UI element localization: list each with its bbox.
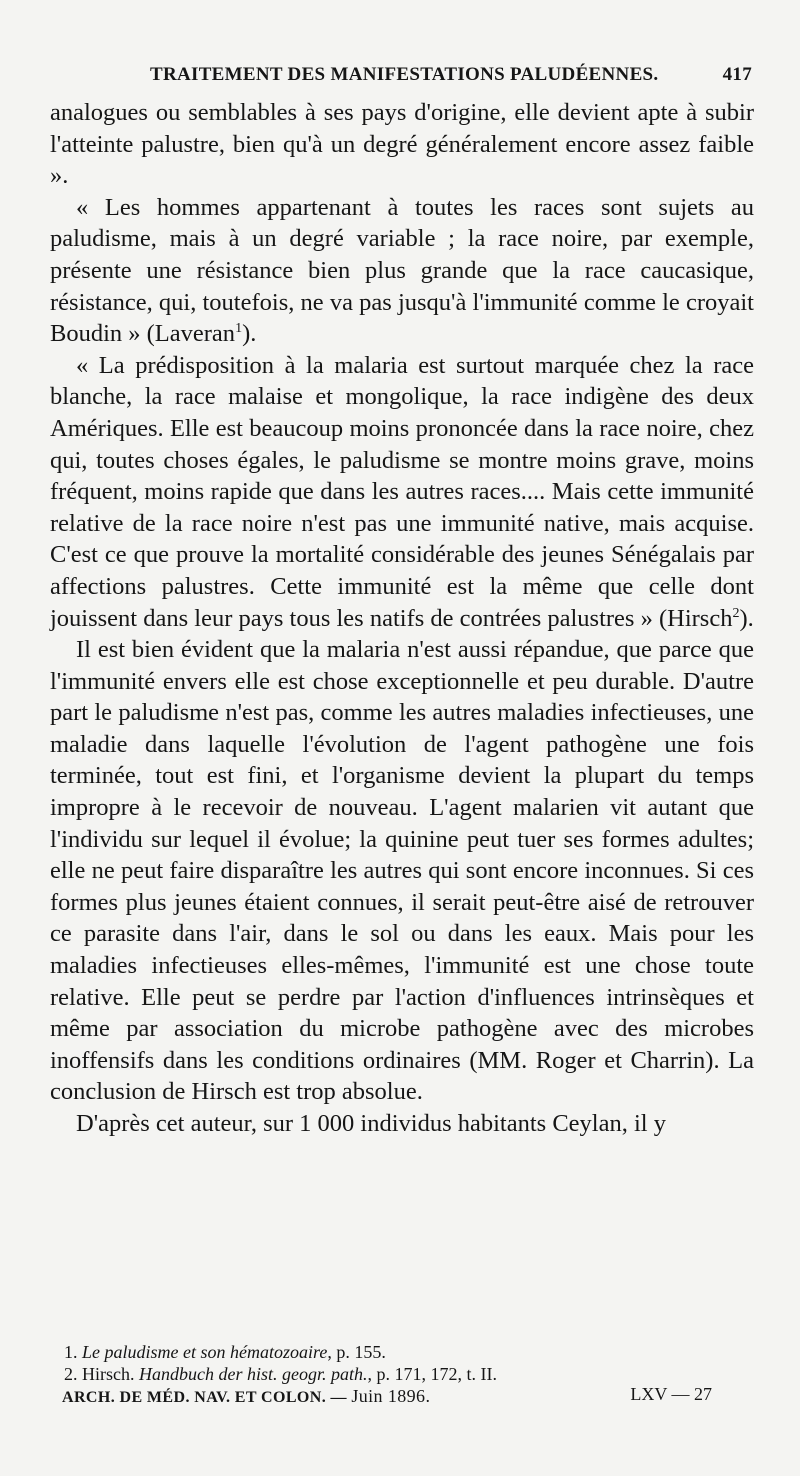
running-head: [50, 64, 752, 94]
footnote-title: Handbuch der hist. geogr. path.: [139, 1364, 368, 1384]
paragraph: [50, 350, 754, 634]
footnote-number: 1.: [64, 1342, 78, 1362]
journal-signature: [62, 1386, 430, 1407]
paragraph-text-end: ).: [242, 320, 257, 348]
paragraph: [50, 97, 754, 192]
paragraph: [50, 192, 754, 350]
footnote: [64, 1341, 754, 1363]
page-number: 417: [722, 64, 752, 85]
journal-date: Juin 1896.: [351, 1386, 431, 1406]
journal-name: ARCH. DE MÉD. NAV. ET COLON. —: [62, 1389, 347, 1406]
footnote-title: Le paludisme et son hématozoaire: [82, 1342, 328, 1362]
paragraph-text: « La prédisposition à la malaria est surtout marquée chez la race blanche, la race malaise et mongolique, la race indigène des deux Amériques. Elle est beaucoup moins prononcée dans la race noire, chez qui, toutes choses égales, le paludisme se montre moins grave, moins fréquent, moins rapide que dans les autres races.... Mais cette immunité relative de la race noire n'est pas une immunité native, mais acquise. C'est ce que prouve la mortalité considérable des jeunes Sénégalais par affections palustres. Cette immunité est la même que celle dont jouissent dans leur pays tous les natifs de contrées palustres » (Hirsch: [50, 351, 754, 632]
footnotes: [64, 1341, 754, 1385]
footnote-rest: , p. 171, 172, t. II.: [367, 1364, 497, 1384]
footnote-ref: 1: [235, 321, 243, 336]
paragraph: [50, 634, 754, 1108]
paragraph: [50, 1108, 754, 1140]
paragraph-text-end: ).: [739, 604, 754, 632]
signature-mark: LXV — 27: [630, 1384, 712, 1404]
paragraph-text: « Les hommes appartenant à toutes les races sont sujets au paludisme, mais à un degré variable ; la race noire, par exemple, présente une résistance bien plus grande que la race caucasique, résistance, qui, toutefois, ne va pas jusqu'à l'immunité comme le croyait Boudin » (Laveran: [50, 193, 754, 348]
footnote-number: 2.: [64, 1364, 78, 1384]
running-title: TRAITEMENT DES MANIFESTATIONS PALUDÉENNES.: [150, 64, 659, 85]
footnote: [64, 1363, 754, 1385]
paragraph-text: D'après cet auteur, sur 1 000 individus habitants Ceylan, il y: [76, 1110, 666, 1137]
footnote-prefix: Hirsch.: [82, 1364, 139, 1384]
body-text: [50, 97, 754, 1140]
paragraph-text: Il est bien évident que la malaria n'est aussi répandue, que parce que l'immunité envers elle est chose exceptionnelle et peu durable. D'autre part le paludisme n'est pas, comme les autres maladies infectieuses, une maladie dans laquelle l'évolution de l'agent pathogène une fois terminée, tout est fini, et l'organisme devient la plupart du temps impropre à le recevoir de nouveau. L'agent malarien vit autant que l'individu sur lequel il évolue; la quinine peut tuer ses formes adultes; elle ne peut faire disparaître les autres qui sont encore inconnues. Si ces formes plus jeunes étaient connues, il serait peut-être aisé de retrouver ce parasite dans l'air, dans le sol ou dans les eaux. Mais pour les maladies infectieuses elles-mêmes, l'immunité est une chose toute relative. Elle peut se perdre par l'action d'influences intrinsèques et même par association du microbe pathogène avec des microbes inoffensifs dans les conditions ordinaires (MM. Roger et Charrin). La conclusion de Hirsch est trop absolue.: [50, 636, 754, 1106]
footnote-rest: , p. 155.: [327, 1342, 386, 1362]
page-footer: [62, 1384, 712, 1410]
paragraph-text: analogues ou semblables à ses pays d'origine, elle devient apte à subir l'atteinte palustre, bien qu'à un degré généralement encore assez faible ».: [50, 99, 754, 190]
footnote-ref: 2: [732, 605, 740, 621]
